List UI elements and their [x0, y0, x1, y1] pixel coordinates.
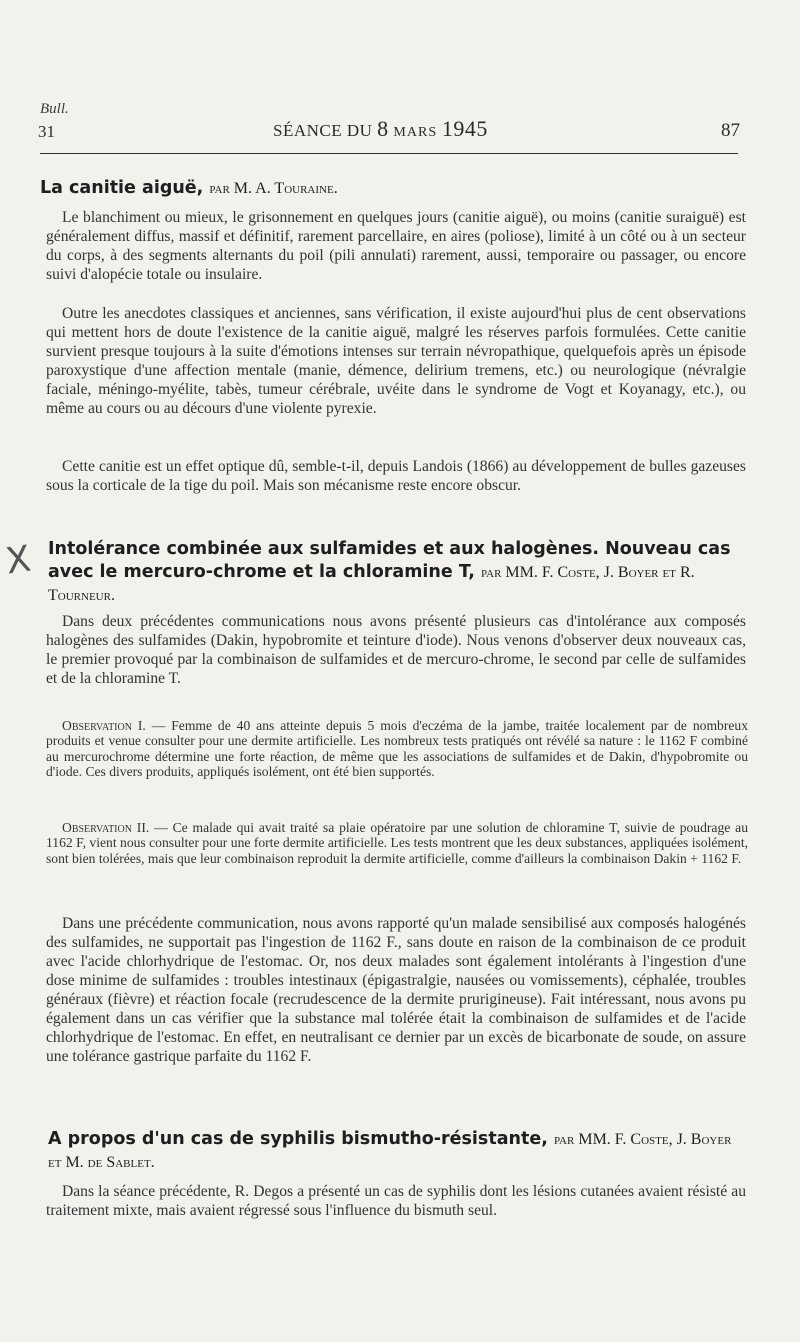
observation-1-text: — Femme de 40 ans atteinte depuis 5 mois d'eczéma de la jambe, traitée localement par de nombreux produits et venue consulter pour une dermite artificielle. Les nombreux tests pratiqués ont révélé sa nature : le 1162 F combiné au mercurochrome détermine une forte réaction, de même que les associations de sulfamides et de Dakin, d'hypobromite ou d'iode. Ces divers produits, appliqués isolément, ont été bien supportés.	[46, 718, 748, 780]
article3-paragraph: Dans la séance précédente, R. Degos a présenté un cas de syphilis dont les lésions cutanées avaient résisté au traitement mixte, mais avaient régressé sous l'influence du bismuth seul.	[46, 1183, 746, 1219]
article2-heading	[48, 538, 748, 607]
article2-discussion: Dans une précédente communication, nous avons rapporté qu'un malade sensibilisé aux composés halogénés des sulfamides, ne supportait pas l'ingestion de 1162 F., sans doute en raison de la combinaison de ce produit avec l'acide chlorhydrique de l'estomac. Or, nos deux malades sont également intolérants à l'ingestion d'une dose minime de sulfamides : troubles intestinaux (épigastralgie, nausées ou vomissements), céphalée, troubles généraux (fièvre) et réaction focale (recrudescence de la dermite prurigineuse). Fait intéressant, nous avons pu également dans un cas vérifier que la substance mal tolérée était la combinaison de sulfamides et de l'acide chlorhydrique de l'estomac. En effet, en neutralisant ce dernier par un excès de bicarbonate de soude, on assure une tolérance gastrique parfaite du 1162 F.	[46, 915, 746, 1065]
article2-intro: Dans deux précédentes communications nous avons présenté plusieurs cas d'intolérance aux composés halogènes des sulfamides (Dakin, hypobromite et teinture d'iode). Nous venons d'observer deux nouveaux cas, le premier provoqué par la combinaison de sulfamides et de mercuro-chrome, le second par celle de sulfamides et de la chloramine T.	[46, 613, 746, 687]
header-left-number: 31	[38, 122, 55, 141]
header-seance: SÉANCE DU	[273, 121, 373, 140]
observation-2	[46, 820, 748, 866]
article1-title: La canitie aiguë,	[40, 178, 204, 198]
header-rule	[40, 153, 738, 154]
handwritten-note: Bull.	[40, 101, 69, 117]
article1-paragraph-3: Cette canitie est un effet optique dû, semble-t-il, depuis Landois (1866) au développement de bulles gazeuses sous la corticale de la tige du poil. Mais son mécanisme reste encore obscur.	[46, 458, 746, 494]
observation-2-label: Observation II.	[62, 820, 150, 835]
observation-2-text: — Ce malade qui avait traité sa plaie opératoire par une solution de chloramine T, suivie de poudrage au 1162 F, vient nous consulter pour une forte dermite artificielle. Les tests montrent que les deux substances, appliquées isolément, sont bien tolérées, mais que leur combinaison reproduit la dermite artificielle, comme d'ailleurs la combinaison Dakin + 1162 F.	[46, 820, 748, 866]
article3-title: A propos d'un cas de syphilis bismutho-résistante,	[48, 1129, 548, 1149]
observation-1	[46, 718, 748, 780]
header-day: 8	[377, 116, 389, 141]
article2-title: Intolérance combinée aux sulfamides et aux halogènes. Nouveau cas avec le mercuro-chrome et la chloramine T,	[48, 539, 731, 582]
header-title	[273, 116, 488, 142]
article1-heading	[40, 177, 750, 200]
header-year: 1945	[441, 116, 488, 141]
margin-x-mark: X	[3, 538, 34, 583]
observation-1-label: Observation I.	[62, 718, 146, 733]
article3-byline: par MM. F. Coste, J. Boyer et M. de Sablet.	[48, 1131, 732, 1171]
page-number: 87	[721, 120, 740, 141]
running-header	[38, 116, 740, 148]
article1-byline: par M. A. Touraine.	[209, 180, 338, 197]
article1-paragraph-1: Le blanchiment ou mieux, le grisonnement en quelques jours (canitie aiguë), ou moins (canitie suraiguë) est généralement diffus, massif et définitif, rarement parcellaire, en aires (poliose), limité à un côté ou à un secteur du corps, à des segments alternants du poil (pili annulati) rarement, aussi, temporaire ou passager, ou encore suivi d'alopécie totale ou insulaire.	[46, 209, 746, 283]
article2-byline: par MM. F. Coste, J. Boyer et R. Tourneur.	[48, 564, 695, 604]
article3-heading	[48, 1128, 748, 1174]
article1-paragraph-2: Outre les anecdotes classiques et anciennes, sans vérification, il existe aujourd'hui plus de cent observations qui mettent hors de doute l'existence de la canitie aiguë, malgré les réserves parfois formulées. Cette canitie survient presque toujours à la suite d'émotions intenses sur terrain névropathique, quelquefois après un épisode paroxystique d'une affection mentale (manie, démence, delirium tremens, etc.) ou neurologique (névralgie faciale, méningo-myélite, tabès, tumeur cérébrale, uvéite dans le syndrome de Vogt et Koyanagy, etc.), ou même au cours ou au décours d'une violente pyrexie.	[46, 305, 746, 417]
header-month: MARS	[393, 125, 438, 140]
